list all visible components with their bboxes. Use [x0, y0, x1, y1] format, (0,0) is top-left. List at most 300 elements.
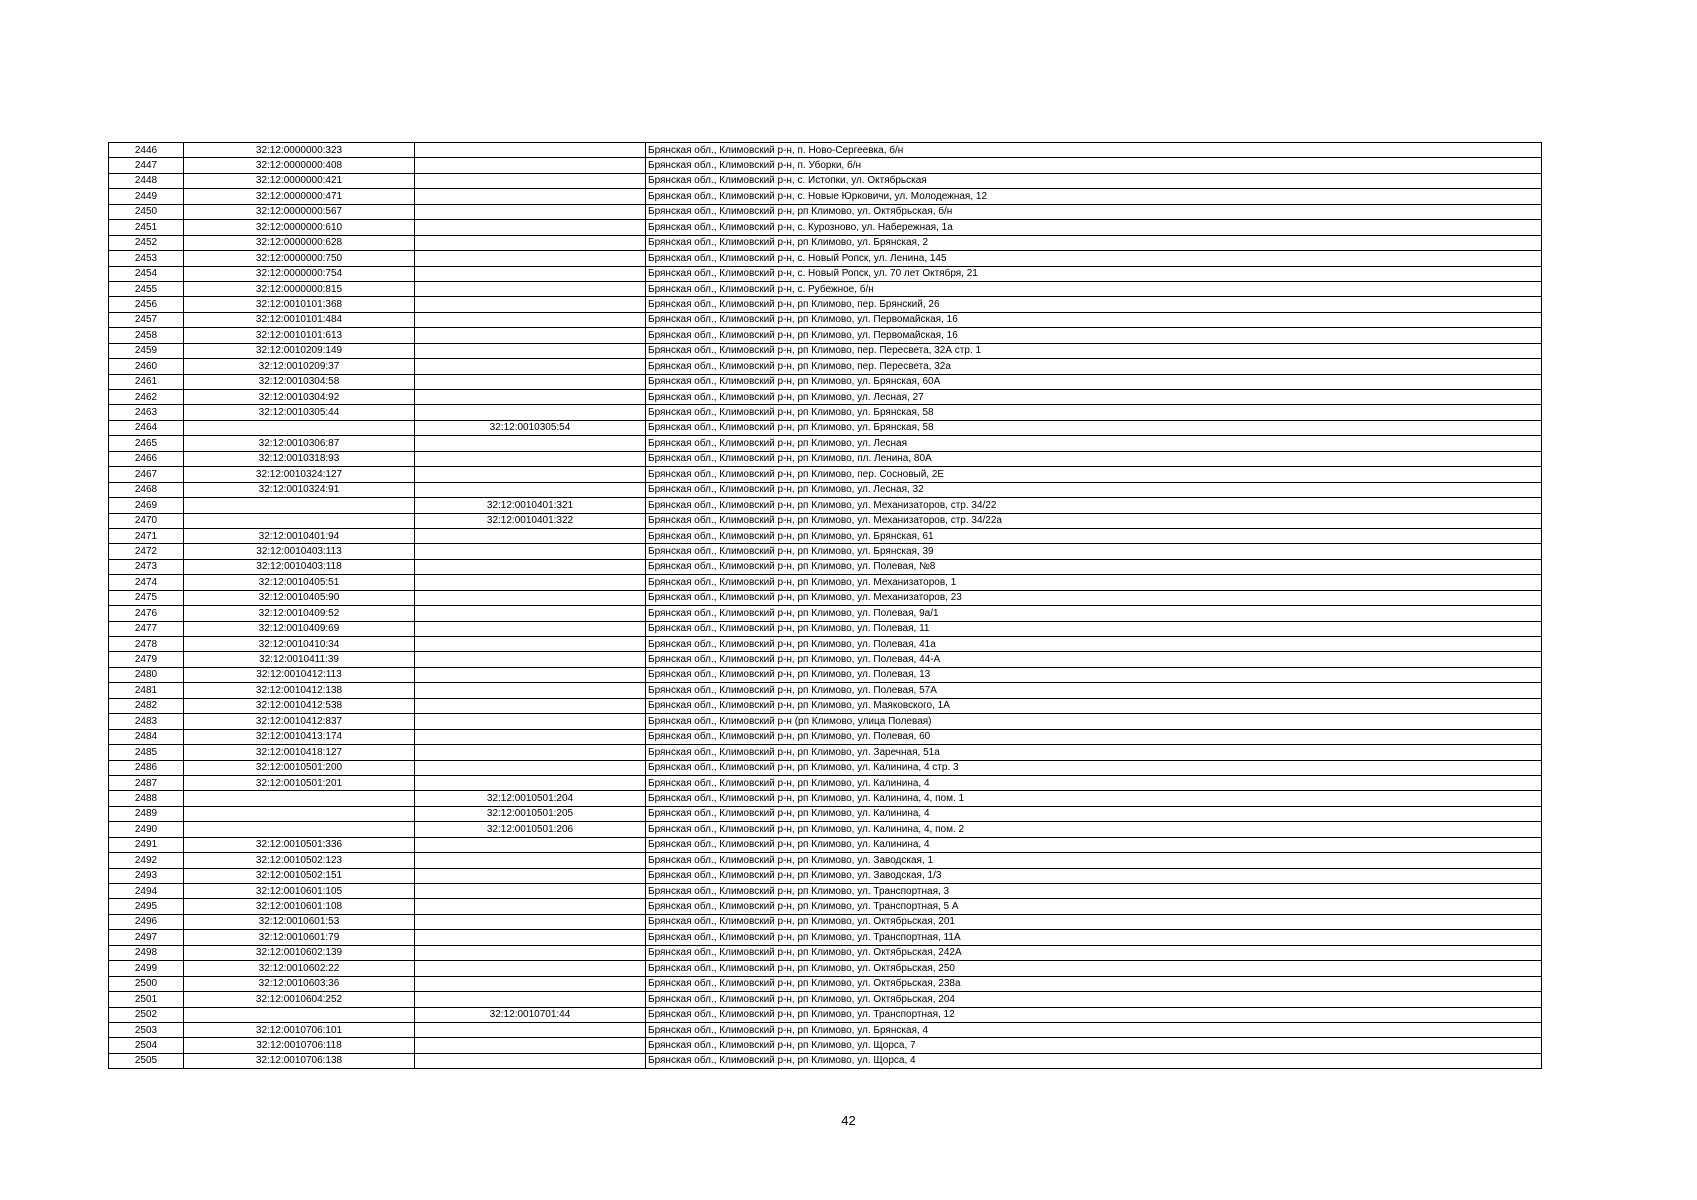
secondary-cadastral-number-cell: 32:12:0010701:44	[415, 1007, 646, 1022]
property-table-body	[109, 143, 1542, 1069]
table-row	[109, 621, 1542, 636]
address-cell: Брянская обл., Климовский р-н, рп Климово, пер. Сосновый, 2Е	[646, 467, 1542, 482]
row-number-cell: 2497	[109, 930, 184, 945]
row-number-cell: 2480	[109, 667, 184, 682]
secondary-cadastral-number-cell	[415, 575, 646, 590]
secondary-cadastral-number-cell	[415, 189, 646, 204]
table-row	[109, 930, 1542, 945]
table-row	[109, 575, 1542, 590]
cadastral-number-cell: 32:12:0010706:118	[184, 1038, 415, 1053]
cadastral-number-cell	[184, 806, 415, 821]
secondary-cadastral-number-cell	[415, 451, 646, 466]
address-cell: Брянская обл., Климовский р-н, рп Климово, ул. Брянская, 58	[646, 405, 1542, 420]
row-number-cell: 2500	[109, 976, 184, 991]
secondary-cadastral-number-cell	[415, 173, 646, 188]
secondary-cadastral-number-cell	[415, 714, 646, 729]
cadastral-number-cell: 32:12:0010412:538	[184, 698, 415, 713]
cadastral-number-cell: 32:12:0010603:36	[184, 976, 415, 991]
secondary-cadastral-number-cell: 32:12:0010401:322	[415, 513, 646, 528]
row-number-cell: 2470	[109, 513, 184, 528]
secondary-cadastral-number-cell	[415, 606, 646, 621]
cadastral-number-cell: 32:12:0000000:815	[184, 281, 415, 296]
address-cell: Брянская обл., Климовский р-н, рп Климово, ул. Механизаторов, 1	[646, 575, 1542, 590]
table-row	[109, 266, 1542, 281]
row-number-cell: 2481	[109, 683, 184, 698]
row-number-cell: 2448	[109, 173, 184, 188]
cadastral-number-cell: 32:12:0000000:610	[184, 220, 415, 235]
secondary-cadastral-number-cell	[415, 405, 646, 420]
secondary-cadastral-number-cell	[415, 992, 646, 1007]
address-cell: Брянская обл., Климовский р-н, рп Климово, ул. Октябрьская, 204	[646, 992, 1542, 1007]
row-number-cell: 2496	[109, 914, 184, 929]
cadastral-number-cell: 32:12:0010411:39	[184, 652, 415, 667]
secondary-cadastral-number-cell	[415, 853, 646, 868]
cadastral-number-cell: 32:12:0010409:52	[184, 606, 415, 621]
secondary-cadastral-number-cell: 32:12:0010305:54	[415, 420, 646, 435]
address-cell: Брянская обл., Климовский р-н, рп Климово, ул. Октябрьская, 242А	[646, 945, 1542, 960]
address-cell: Брянская обл., Климовский р-н, рп Климово, ул. Калинина, 4 стр. 3	[646, 760, 1542, 775]
secondary-cadastral-number-cell	[415, 667, 646, 682]
secondary-cadastral-number-cell	[415, 482, 646, 497]
cadastral-number-cell: 32:12:0010304:92	[184, 390, 415, 405]
table-row	[109, 884, 1542, 899]
cadastral-number-cell: 32:12:0000000:421	[184, 173, 415, 188]
cadastral-number-cell: 32:12:0010501:201	[184, 775, 415, 790]
cadastral-number-cell	[184, 791, 415, 806]
table-row	[109, 637, 1542, 652]
row-number-cell: 2464	[109, 420, 184, 435]
row-number-cell: 2465	[109, 436, 184, 451]
address-cell: Брянская обл., Климовский р-н, рп Климово, ул. Октябрьская, 201	[646, 914, 1542, 929]
secondary-cadastral-number-cell	[415, 281, 646, 296]
cadastral-number-cell: 32:12:0010209:149	[184, 343, 415, 358]
secondary-cadastral-number-cell	[415, 729, 646, 744]
secondary-cadastral-number-cell: 32:12:0010401:321	[415, 498, 646, 513]
cadastral-number-cell	[184, 420, 415, 435]
cadastral-number-cell: 32:12:0000000:754	[184, 266, 415, 281]
address-cell: Брянская обл., Климовский р-н, рп Климово, ул. Полевая, 41а	[646, 637, 1542, 652]
address-cell: Брянская обл., Климовский р-н, рп Климово, ул. Брянская, 2	[646, 235, 1542, 250]
table-row	[109, 822, 1542, 837]
row-number-cell: 2494	[109, 884, 184, 899]
address-cell: Брянская обл., Климовский р-н, рп Климово, ул. Брянская, 58	[646, 420, 1542, 435]
table-row	[109, 513, 1542, 528]
row-number-cell: 2504	[109, 1038, 184, 1053]
secondary-cadastral-number-cell	[415, 374, 646, 389]
table-row	[109, 945, 1542, 960]
address-cell: Брянская обл., Климовский р-н, рп Климово, ул. Заречная, 51а	[646, 745, 1542, 760]
cadastral-number-cell: 32:12:0010101:613	[184, 328, 415, 343]
secondary-cadastral-number-cell	[415, 745, 646, 760]
table-row	[109, 853, 1542, 868]
table-row	[109, 837, 1542, 852]
secondary-cadastral-number-cell	[415, 544, 646, 559]
row-number-cell: 2503	[109, 1022, 184, 1037]
secondary-cadastral-number-cell	[415, 467, 646, 482]
row-number-cell: 2451	[109, 220, 184, 235]
secondary-cadastral-number-cell	[415, 976, 646, 991]
cadastral-number-cell	[184, 498, 415, 513]
address-cell: Брянская обл., Климовский р-н, рп Климово, ул. Лесная, 32	[646, 482, 1542, 497]
address-cell: Брянская обл., Климовский р-н, рп Климово, ул. Механизаторов, 23	[646, 590, 1542, 605]
cadastral-number-cell: 32:12:0010706:138	[184, 1053, 415, 1068]
secondary-cadastral-number-cell	[415, 698, 646, 713]
cadastral-number-cell: 32:12:0010101:368	[184, 297, 415, 312]
row-number-cell: 2477	[109, 621, 184, 636]
row-number-cell: 2447	[109, 158, 184, 173]
cadastral-number-cell	[184, 513, 415, 528]
address-cell: Брянская обл., Климовский р-н, рп Климово, ул. Транспортная, 11А	[646, 930, 1542, 945]
address-cell: Брянская обл., Климовский р-н, с. Курозново, ул. Набережная, 1а	[646, 220, 1542, 235]
address-cell: Брянская обл., Климовский р-н, рп Климово, ул. Калинина, 4, пом. 1	[646, 791, 1542, 806]
table-row	[109, 914, 1542, 929]
row-number-cell: 2460	[109, 359, 184, 374]
row-number-cell: 2488	[109, 791, 184, 806]
secondary-cadastral-number-cell	[415, 914, 646, 929]
address-cell: Брянская обл., Климовский р-н, п. Ново-Сергеевка, б/н	[646, 143, 1542, 158]
secondary-cadastral-number-cell	[415, 760, 646, 775]
table-row	[109, 251, 1542, 266]
cadastral-number-cell: 32:12:0010601:53	[184, 914, 415, 929]
table-row	[109, 606, 1542, 621]
secondary-cadastral-number-cell	[415, 158, 646, 173]
address-cell: Брянская обл., Климовский р-н, рп Климово, ул. Лесная	[646, 436, 1542, 451]
row-number-cell: 2484	[109, 729, 184, 744]
cadastral-number-cell: 32:12:0010410:34	[184, 637, 415, 652]
address-cell: Брянская обл., Климовский р-н, рп Климово, ул. Щорса, 4	[646, 1053, 1542, 1068]
table-row	[109, 297, 1542, 312]
table-row	[109, 143, 1542, 158]
address-cell: Брянская обл., Климовский р-н, рп Климово, ул. Октябрьская, 250	[646, 961, 1542, 976]
row-number-cell: 2471	[109, 528, 184, 543]
secondary-cadastral-number-cell	[415, 775, 646, 790]
address-cell: Брянская обл., Климовский р-н, рп Климово, ул. Транспортная, 12	[646, 1007, 1542, 1022]
table-row	[109, 420, 1542, 435]
address-cell: Брянская обл., Климовский р-н, рп Климово, ул. Полевая, 11	[646, 621, 1542, 636]
cadastral-number-cell: 32:12:0000000:567	[184, 204, 415, 219]
cadastral-number-cell: 32:12:0010501:336	[184, 837, 415, 852]
row-number-cell: 2456	[109, 297, 184, 312]
address-cell: Брянская обл., Климовский р-н, с. Новые Юрковичи, ул. Молодежная, 12	[646, 189, 1542, 204]
table-row	[109, 714, 1542, 729]
table-row	[109, 1038, 1542, 1053]
cadastral-number-cell: 32:12:0010602:22	[184, 961, 415, 976]
address-cell: Брянская обл., Климовский р-н, рп Климово, ул. Брянская, 61	[646, 528, 1542, 543]
address-cell: Брянская обл., Климовский р-н, рп Климово, ул. Октябрьская, б/н	[646, 204, 1542, 219]
cadastral-number-cell: 32:12:0000000:750	[184, 251, 415, 266]
secondary-cadastral-number-cell	[415, 868, 646, 883]
cadastral-number-cell: 32:12:0010502:151	[184, 868, 415, 883]
row-number-cell: 2473	[109, 559, 184, 574]
secondary-cadastral-number-cell	[415, 343, 646, 358]
row-number-cell: 2498	[109, 945, 184, 960]
table-row	[109, 158, 1542, 173]
row-number-cell: 2449	[109, 189, 184, 204]
cadastral-number-cell: 32:12:0010101:484	[184, 312, 415, 327]
secondary-cadastral-number-cell	[415, 528, 646, 543]
secondary-cadastral-number-cell	[415, 312, 646, 327]
table-row	[109, 390, 1542, 405]
address-cell: Брянская обл., Климовский р-н, рп Климово, ул. Октябрьская, 238а	[646, 976, 1542, 991]
address-cell: Брянская обл., Климовский р-н, с. Рубежное, б/н	[646, 281, 1542, 296]
address-cell: Брянская обл., Климовский р-н, рп Климово, ул. Калинина, 4, пом. 2	[646, 822, 1542, 837]
table-row	[109, 729, 1542, 744]
table-row	[109, 698, 1542, 713]
address-cell: Брянская обл., Климовский р-н, рп Климово, ул. Полевая, 60	[646, 729, 1542, 744]
row-number-cell: 2467	[109, 467, 184, 482]
secondary-cadastral-number-cell	[415, 220, 646, 235]
cadastral-number-cell: 32:12:0000000:628	[184, 235, 415, 250]
address-cell: Брянская обл., Климовский р-н, рп Климово, пер. Брянский, 26	[646, 297, 1542, 312]
address-cell: Брянская обл., Климовский р-н (рп Климово, улица Полевая)	[646, 714, 1542, 729]
row-number-cell: 2489	[109, 806, 184, 821]
cadastral-number-cell	[184, 822, 415, 837]
address-cell: Брянская обл., Климовский р-н, рп Климово, ул. Полевая, №8	[646, 559, 1542, 574]
secondary-cadastral-number-cell: 32:12:0010501:206	[415, 822, 646, 837]
address-cell: Брянская обл., Климовский р-н, рп Климово, ул. Маяковского, 1А	[646, 698, 1542, 713]
address-cell: Брянская обл., Климовский р-н, рп Климово, пер. Пересвета, 32А стр. 1	[646, 343, 1542, 358]
cadastral-number-cell: 32:12:0010324:91	[184, 482, 415, 497]
address-cell: Брянская обл., Климовский р-н, с. Новый Ропск, ул. 70 лет Октября, 21	[646, 266, 1542, 281]
table-row	[109, 760, 1542, 775]
cadastral-number-cell: 32:12:0010405:51	[184, 575, 415, 590]
row-number-cell: 2454	[109, 266, 184, 281]
secondary-cadastral-number-cell	[415, 266, 646, 281]
cadastral-number-cell: 32:12:0010413:174	[184, 729, 415, 744]
address-cell: Брянская обл., Климовский р-н, рп Климово, ул. Калинина, 4	[646, 775, 1542, 790]
table-row	[109, 405, 1542, 420]
table-row	[109, 281, 1542, 296]
secondary-cadastral-number-cell	[415, 359, 646, 374]
address-cell: Брянская обл., Климовский р-н, с. Новый Ропск, ул. Ленина, 145	[646, 251, 1542, 266]
row-number-cell: 2485	[109, 745, 184, 760]
table-row	[109, 868, 1542, 883]
table-row	[109, 328, 1542, 343]
secondary-cadastral-number-cell	[415, 837, 646, 852]
cadastral-number-cell: 32:12:0000000:323	[184, 143, 415, 158]
cadastral-number-cell: 32:12:0010412:138	[184, 683, 415, 698]
secondary-cadastral-number-cell	[415, 328, 646, 343]
cadastral-number-cell: 32:12:0000000:471	[184, 189, 415, 204]
table-row	[109, 683, 1542, 698]
row-number-cell: 2468	[109, 482, 184, 497]
row-number-cell: 2475	[109, 590, 184, 605]
row-number-cell: 2474	[109, 575, 184, 590]
cadastral-number-cell: 32:12:0010602:139	[184, 945, 415, 960]
cadastral-number-cell: 32:12:0010401:94	[184, 528, 415, 543]
row-number-cell: 2466	[109, 451, 184, 466]
table-row	[109, 899, 1542, 914]
cadastral-number-cell: 32:12:0010409:69	[184, 621, 415, 636]
row-number-cell: 2459	[109, 343, 184, 358]
table-row	[109, 359, 1542, 374]
row-number-cell: 2501	[109, 992, 184, 1007]
address-cell: Брянская обл., Климовский р-н, рп Климово, пер. Пересвета, 32а	[646, 359, 1542, 374]
row-number-cell: 2502	[109, 1007, 184, 1022]
row-number-cell: 2446	[109, 143, 184, 158]
row-number-cell: 2505	[109, 1053, 184, 1068]
secondary-cadastral-number-cell	[415, 590, 646, 605]
address-cell: Брянская обл., Климовский р-н, рп Климово, ул. Полевая, 13	[646, 667, 1542, 682]
secondary-cadastral-number-cell	[415, 683, 646, 698]
table-row	[109, 806, 1542, 821]
row-number-cell: 2493	[109, 868, 184, 883]
cadastral-number-cell: 32:12:0000000:408	[184, 158, 415, 173]
row-number-cell: 2495	[109, 899, 184, 914]
row-number-cell: 2486	[109, 760, 184, 775]
address-cell: Брянская обл., Климовский р-н, рп Климово, ул. Первомайская, 16	[646, 328, 1542, 343]
address-cell: Брянская обл., Климовский р-н, рп Климово, ул. Лесная, 27	[646, 390, 1542, 405]
cadastral-number-cell: 32:12:0010318:93	[184, 451, 415, 466]
table-row	[109, 235, 1542, 250]
cadastral-number-cell: 32:12:0010502:123	[184, 853, 415, 868]
secondary-cadastral-number-cell	[415, 621, 646, 636]
row-number-cell: 2452	[109, 235, 184, 250]
row-number-cell: 2491	[109, 837, 184, 852]
secondary-cadastral-number-cell	[415, 637, 646, 652]
table-row	[109, 590, 1542, 605]
cadastral-number-cell: 32:12:0010601:105	[184, 884, 415, 899]
secondary-cadastral-number-cell	[415, 436, 646, 451]
address-cell: Брянская обл., Климовский р-н, рп Климово, ул. Калинина, 4	[646, 806, 1542, 821]
address-cell: Брянская обл., Климовский р-н, рп Климово, ул. Брянская, 4	[646, 1022, 1542, 1037]
secondary-cadastral-number-cell	[415, 559, 646, 574]
secondary-cadastral-number-cell	[415, 652, 646, 667]
address-cell: Брянская обл., Климовский р-н, рп Климово, ул. Транспортная, 5 А	[646, 899, 1542, 914]
table-row	[109, 544, 1542, 559]
table-row	[109, 1007, 1542, 1022]
table-row	[109, 528, 1542, 543]
address-cell: Брянская обл., Климовский р-н, рп Климово, ул. Полевая, 44-А	[646, 652, 1542, 667]
cadastral-number-cell: 32:12:0010604:252	[184, 992, 415, 1007]
row-number-cell: 2458	[109, 328, 184, 343]
address-cell: Брянская обл., Климовский р-н, рп Климово, ул. Заводская, 1/3	[646, 868, 1542, 883]
table-row	[109, 312, 1542, 327]
address-cell: Брянская обл., Климовский р-н, рп Климово, ул. Полевая, 9а/1	[646, 606, 1542, 621]
cadastral-number-cell: 32:12:0010601:79	[184, 930, 415, 945]
secondary-cadastral-number-cell	[415, 1053, 646, 1068]
address-cell: Брянская обл., Климовский р-н, рп Климово, ул. Калинина, 4	[646, 837, 1542, 852]
row-number-cell: 2482	[109, 698, 184, 713]
row-number-cell: 2450	[109, 204, 184, 219]
secondary-cadastral-number-cell	[415, 884, 646, 899]
table-row	[109, 559, 1542, 574]
cadastral-number-cell: 32:12:0010304:58	[184, 374, 415, 389]
secondary-cadastral-number-cell	[415, 235, 646, 250]
cadastral-number-cell: 32:12:0010706:101	[184, 1022, 415, 1037]
secondary-cadastral-number-cell	[415, 961, 646, 976]
address-cell: Брянская обл., Климовский р-н, рп Климово, ул. Механизаторов, стр. 34/22	[646, 498, 1542, 513]
secondary-cadastral-number-cell	[415, 251, 646, 266]
secondary-cadastral-number-cell	[415, 899, 646, 914]
address-cell: Брянская обл., Климовский р-н, с. Истопки, ул. Октябрьская	[646, 173, 1542, 188]
address-cell: Брянская обл., Климовский р-н, рп Климово, ул. Механизаторов, стр. 34/22а	[646, 513, 1542, 528]
cadastral-number-cell: 32:12:0010412:837	[184, 714, 415, 729]
row-number-cell: 2461	[109, 374, 184, 389]
row-number-cell: 2453	[109, 251, 184, 266]
row-number-cell: 2499	[109, 961, 184, 976]
table-row	[109, 745, 1542, 760]
table-row	[109, 961, 1542, 976]
table-row	[109, 436, 1542, 451]
cadastral-number-cell: 32:12:0010305:44	[184, 405, 415, 420]
row-number-cell: 2463	[109, 405, 184, 420]
row-number-cell: 2457	[109, 312, 184, 327]
cadastral-number-cell: 32:12:0010412:113	[184, 667, 415, 682]
cadastral-number-cell: 32:12:0010418:127	[184, 745, 415, 760]
table-row	[109, 652, 1542, 667]
row-number-cell: 2478	[109, 637, 184, 652]
table-row	[109, 482, 1542, 497]
row-number-cell: 2462	[109, 390, 184, 405]
cadastral-number-cell: 32:12:0010306:87	[184, 436, 415, 451]
secondary-cadastral-number-cell: 32:12:0010501:204	[415, 791, 646, 806]
table-row	[109, 976, 1542, 991]
table-row	[109, 173, 1542, 188]
secondary-cadastral-number-cell	[415, 1022, 646, 1037]
row-number-cell: 2469	[109, 498, 184, 513]
cadastral-number-cell: 32:12:0010403:118	[184, 559, 415, 574]
address-cell: Брянская обл., Климовский р-н, рп Климово, ул. Транспортная, 3	[646, 884, 1542, 899]
table-row	[109, 791, 1542, 806]
address-cell: Брянская обл., Климовский р-н, п. Уборки, б/н	[646, 158, 1542, 173]
table-row	[109, 992, 1542, 1007]
cadastral-number-cell: 32:12:0010405:90	[184, 590, 415, 605]
property-table	[108, 142, 1542, 1069]
cadastral-number-cell: 32:12:0010403:113	[184, 544, 415, 559]
secondary-cadastral-number-cell	[415, 945, 646, 960]
table-row	[109, 1022, 1542, 1037]
secondary-cadastral-number-cell	[415, 204, 646, 219]
row-number-cell: 2455	[109, 281, 184, 296]
table-row	[109, 204, 1542, 219]
secondary-cadastral-number-cell: 32:12:0010501:205	[415, 806, 646, 821]
cadastral-number-cell	[184, 1007, 415, 1022]
table-row	[109, 498, 1542, 513]
address-cell: Брянская обл., Климовский р-н, рп Климово, ул. Брянская, 39	[646, 544, 1542, 559]
address-cell: Брянская обл., Климовский р-н, рп Климово, ул. Заводская, 1	[646, 853, 1542, 868]
table-row	[109, 1053, 1542, 1068]
table-row	[109, 374, 1542, 389]
row-number-cell: 2479	[109, 652, 184, 667]
secondary-cadastral-number-cell	[415, 143, 646, 158]
row-number-cell: 2483	[109, 714, 184, 729]
cadastral-number-cell: 32:12:0010501:200	[184, 760, 415, 775]
address-cell: Брянская обл., Климовский р-н, рп Климово, ул. Щорса, 7	[646, 1038, 1542, 1053]
row-number-cell: 2476	[109, 606, 184, 621]
address-cell: Брянская обл., Климовский р-н, рп Климово, ул. Брянская, 60А	[646, 374, 1542, 389]
page-number: 42	[841, 1113, 856, 1128]
table-row	[109, 775, 1542, 790]
table-row	[109, 189, 1542, 204]
table-row	[109, 667, 1542, 682]
row-number-cell: 2490	[109, 822, 184, 837]
row-number-cell: 2472	[109, 544, 184, 559]
table-row	[109, 343, 1542, 358]
cadastral-number-cell: 32:12:0010601:108	[184, 899, 415, 914]
table-row	[109, 451, 1542, 466]
cadastral-number-cell: 32:12:0010209:37	[184, 359, 415, 374]
secondary-cadastral-number-cell	[415, 297, 646, 312]
row-number-cell: 2492	[109, 853, 184, 868]
address-cell: Брянская обл., Климовский р-н, рп Климово, ул. Первомайская, 16	[646, 312, 1542, 327]
table-row	[109, 220, 1542, 235]
address-cell: Брянская обл., Климовский р-н, рп Климово, пл. Ленина, 80А	[646, 451, 1542, 466]
secondary-cadastral-number-cell	[415, 1038, 646, 1053]
secondary-cadastral-number-cell	[415, 390, 646, 405]
row-number-cell: 2487	[109, 775, 184, 790]
table-row	[109, 467, 1542, 482]
